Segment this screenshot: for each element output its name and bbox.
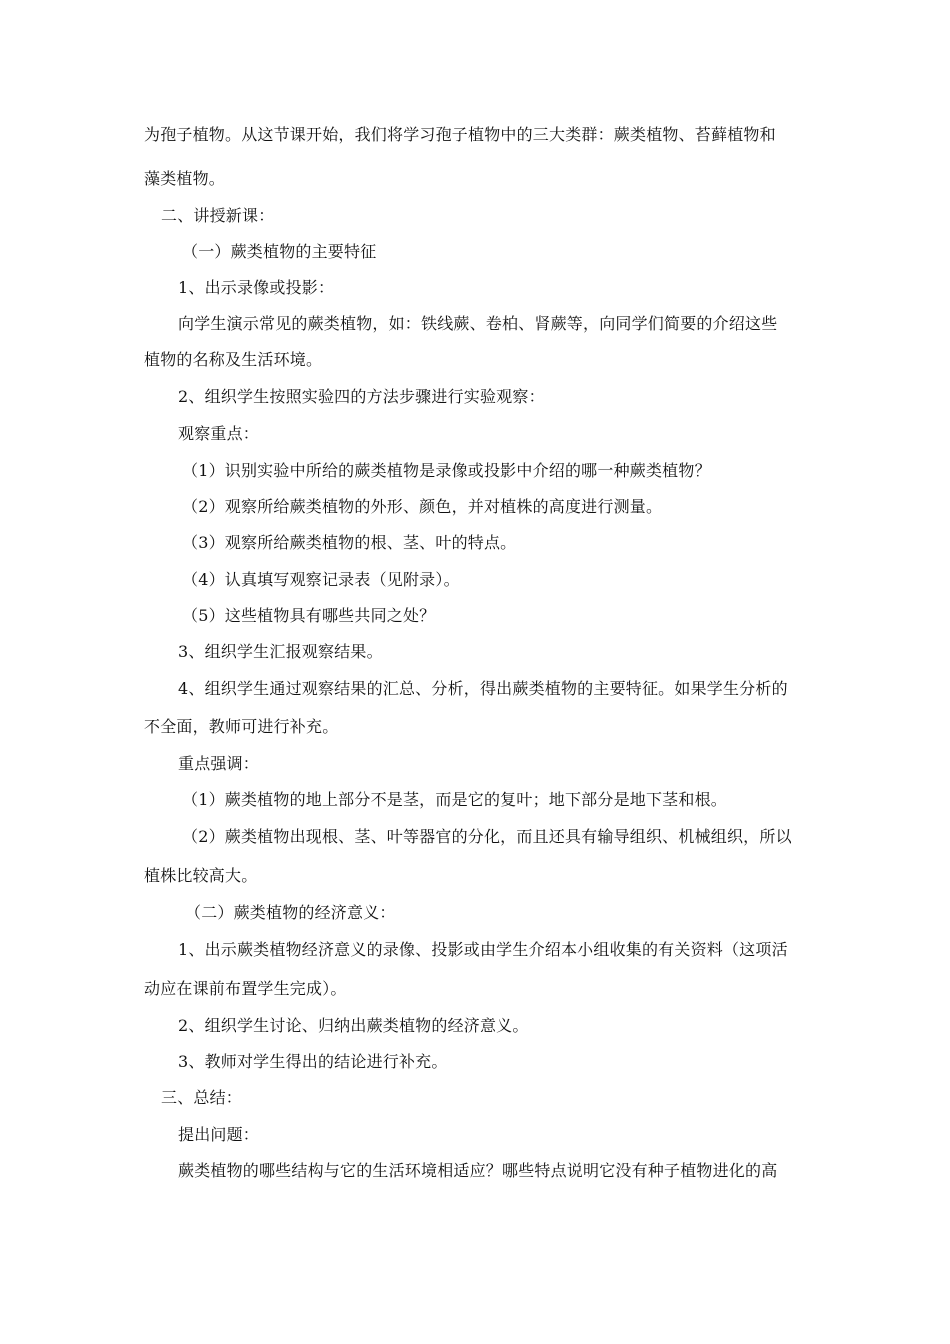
paragraph-line: 不全面，教师可进行补充。 — [144, 717, 339, 736]
list-item: （2）蕨类植物出现根、茎、叶等器官的分化，而且还具有输导组织、机械组织，所以 — [182, 827, 792, 846]
section-heading: 三、总结： — [161, 1088, 243, 1107]
label-text: 观察重点： — [178, 424, 260, 443]
paragraph-line: 藻类植物。 — [144, 169, 226, 188]
paragraph-line: 蕨类植物的哪些结构与它的生活环境相适应？哪些特点说明它没有种子植物进化的高 — [178, 1161, 778, 1180]
subsection-heading: （二）蕨类植物的经济意义： — [185, 903, 396, 922]
section-heading: 二、讲授新课： — [161, 206, 275, 225]
paragraph-line: 为孢子植物。从这节课开始，我们将学习孢子植物中的三大类群：蕨类植物、苔藓植物和 — [144, 125, 776, 144]
list-item: （1）识别实验中所给的蕨类植物是录像或投影中介绍的哪一种蕨类植物？ — [182, 461, 711, 480]
step-item: 3、教师对学生得出的结论进行补充。 — [178, 1052, 448, 1071]
label-text: 提出问题： — [178, 1125, 260, 1144]
step-item: 2、组织学生讨论、归纳出蕨类植物的经济意义。 — [178, 1016, 529, 1035]
step-item: 4、组织学生通过观察结果的汇总、分析，得出蕨类植物的主要特征。如果学生分析的 — [178, 679, 788, 698]
list-item: （3）观察所给蕨类植物的根、茎、叶的特点。 — [182, 533, 517, 552]
list-item: （1）蕨类植物的地上部分不是茎，而是它的复叶；地下部分是地下茎和根。 — [182, 790, 727, 809]
paragraph-line: 植株比较高大。 — [144, 866, 258, 885]
label-text: 重点强调： — [178, 754, 260, 773]
list-item: （5）这些植物具有哪些共同之处？ — [182, 606, 436, 625]
list-item: （2）观察所给蕨类植物的外形、颜色，并对植株的高度进行测量。 — [182, 497, 663, 516]
step-item: 3、组织学生汇报观察结果。 — [178, 642, 383, 661]
step-item: 1、出示蕨类植物经济意义的录像、投影或由学生介绍本小组收集的有关资料（这项活 — [178, 940, 788, 959]
paragraph-line: 向学生演示常见的蕨类植物，如：铁线蕨、卷柏、肾蕨等，向同学们简要的介绍这些 — [178, 314, 778, 333]
step-item: 1、出示录像或投影： — [178, 278, 335, 297]
subsection-heading: （一）蕨类植物的主要特征 — [182, 242, 377, 261]
list-item: （4）认真填写观察记录表（见附录）。 — [182, 570, 460, 589]
paragraph-line: 动应在课前布置学生完成）。 — [144, 979, 347, 998]
step-item: 2、组织学生按照实验四的方法步骤进行实验观察： — [178, 387, 545, 406]
paragraph-line: 植物的名称及生活环境。 — [144, 350, 323, 369]
